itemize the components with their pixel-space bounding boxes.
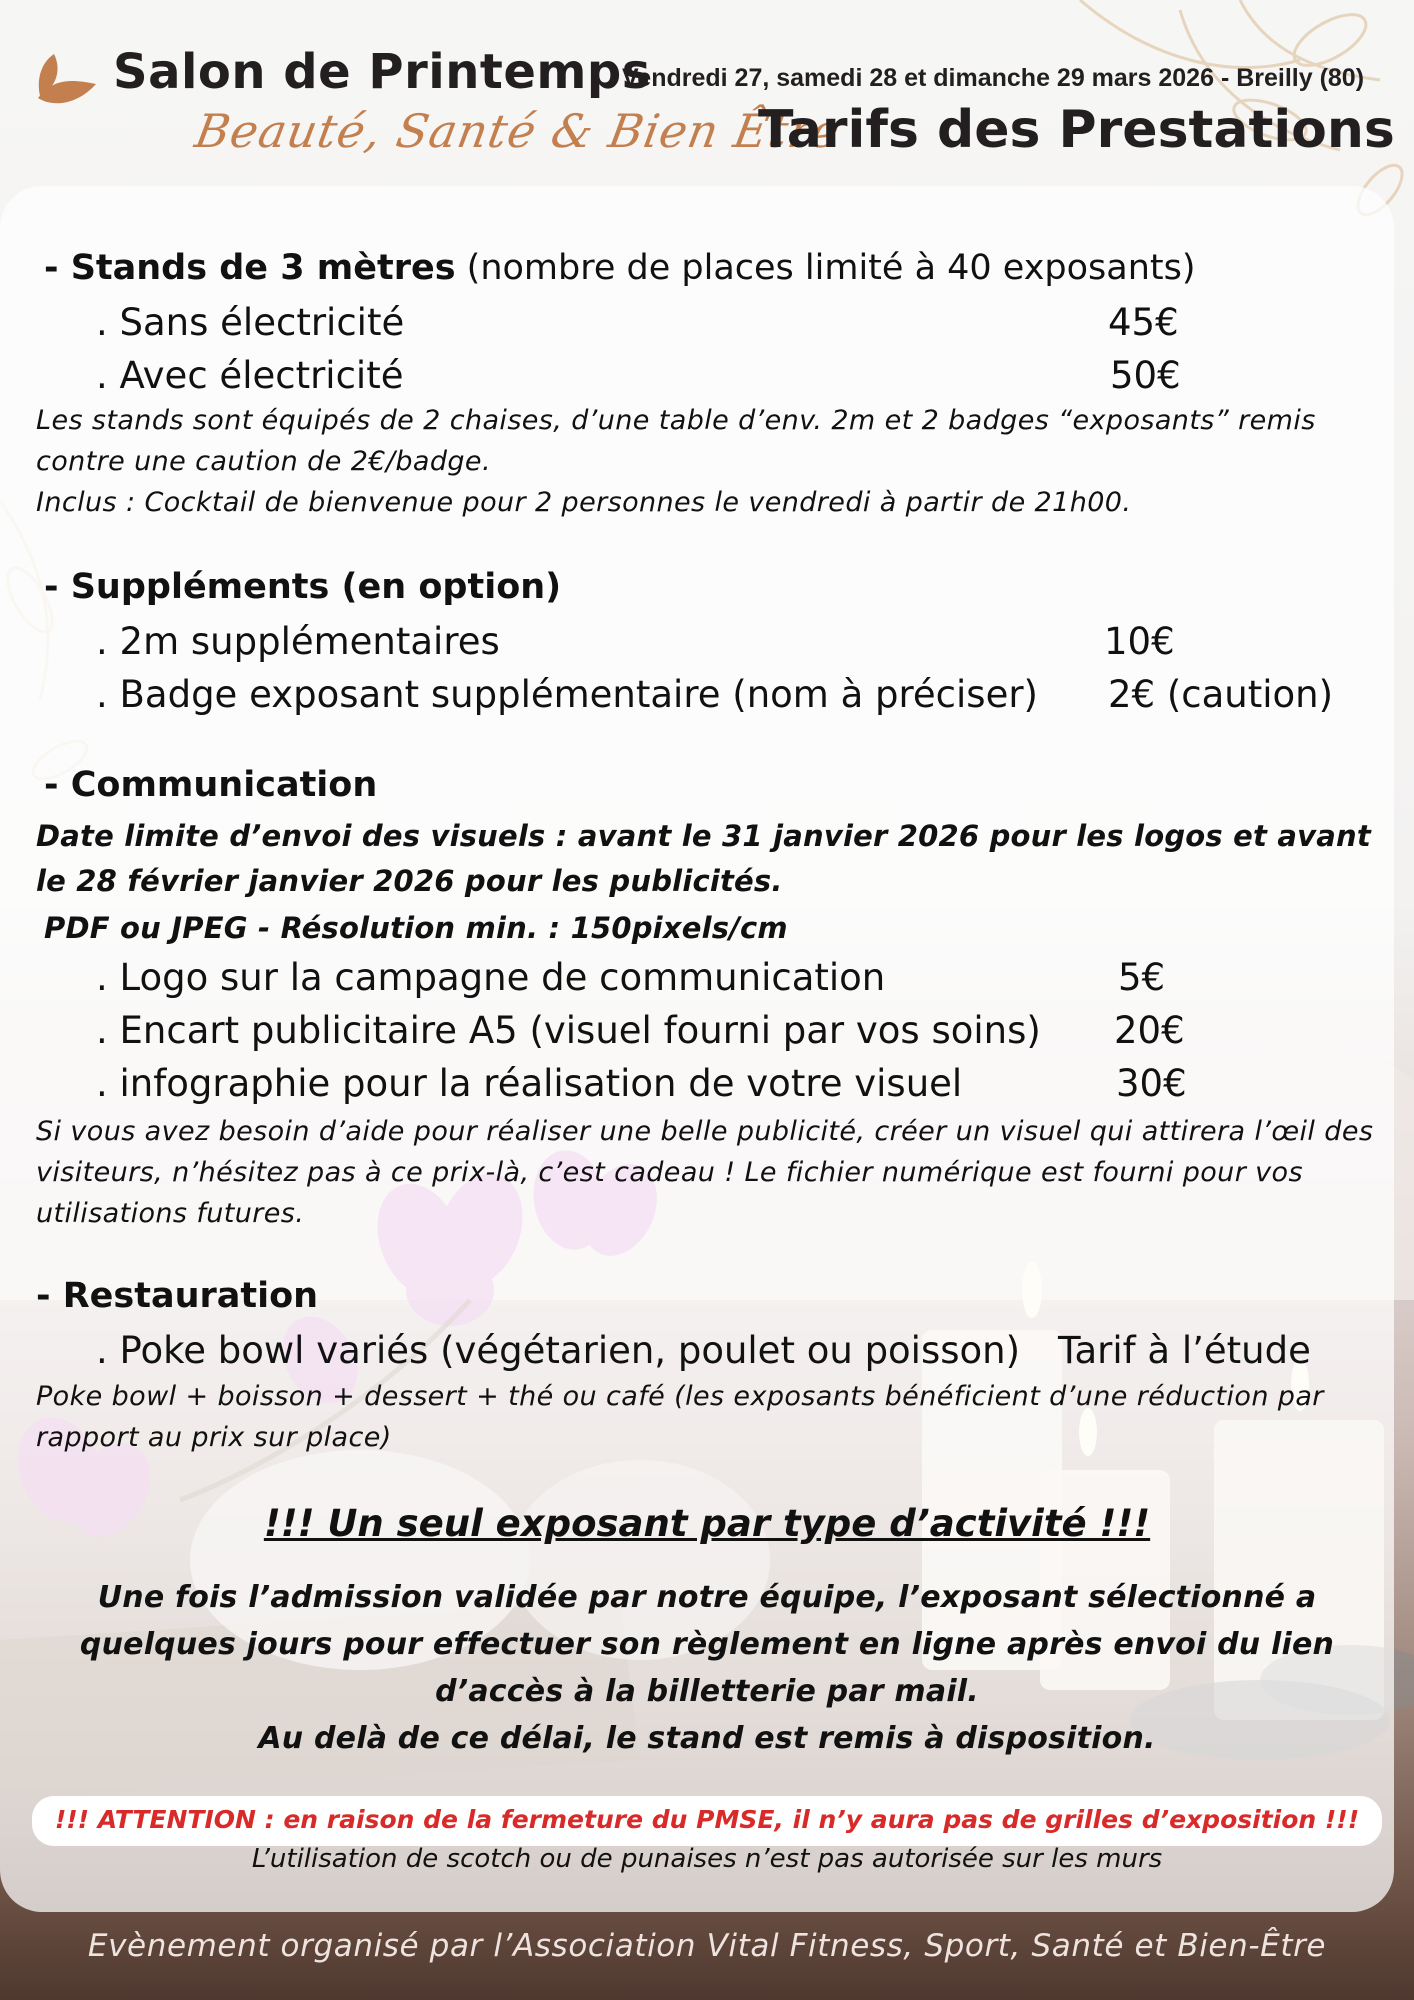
supplement-item-label: . Badge exposant supplémentaire (nom à préciser)	[96, 673, 1038, 716]
one-exhibitor-rule: !!! Un seul exposant par type d’activité !!!	[263, 1502, 1151, 1545]
admission-rule-line: d’accès à la billetterie par mail.	[435, 1674, 979, 1709]
stands-equipment-note: Les stands sont équipés de 2 chaises, d’une table d’env. 2m et 2 badges “exposants” remis contre une caution de 2€/badge.	[36, 405, 1316, 477]
stand-item-price: 45€	[1108, 301, 1179, 344]
admission-rule-line: Au delà de ce délai, le stand est remis à disposition.	[258, 1721, 1156, 1756]
communication-item-label: . infographie pour la réalisation de votre visuel	[96, 1062, 963, 1105]
restauration-item-label: . Poke bowl variés (végétarien, poulet ou poisson)	[96, 1329, 1021, 1372]
supplement-item-price: 10€	[1104, 620, 1175, 663]
brand-title: Salon de Printemps	[113, 44, 651, 100]
admission-rule-line: quelques jours pour effectuer son règlement en ligne après envoi du lien	[79, 1627, 1335, 1662]
section-stands-title: - Stands de 3 mètres (nombre de places limité à 40 exposants)	[44, 248, 1196, 288]
stand-item-label: . Avec électricité	[96, 354, 404, 397]
stands-included-note: Inclus : Cocktail de bienvenue pour 2 personnes le vendredi à partir de 21h00.	[36, 487, 1132, 518]
communication-help-note: Si vous avez besoin d’aide pour réaliser une belle publicité, créer un visuel qui attirera l’œil des visiteurs, n’hésitez pas à ce prix-là, c’est cadeau ! Le fichier numérique est fourni pour vos utilisations futures.	[36, 1116, 1374, 1229]
restauration-note: Poke bowl + boisson + dessert + thé ou café (les exposants bénéficient d’une réduction par rapport au prix sur place)	[36, 1381, 1324, 1453]
attention-note: L’utilisation de scotch ou de punaises n’est pas autorisée sur les murs	[251, 1844, 1163, 1874]
leaf-logo-icon	[34, 50, 100, 106]
communication-item-label: . Encart publicitaire A5 (visuel fourni par vos soins)	[96, 1009, 1041, 1052]
event-date: Vendredi 27, samedi 28 et dimanche 29 mars 2026 - Breilly (80)	[622, 64, 1365, 92]
organizer-footer: Evènement organisé par l’Association Vital Fitness, Sport, Santé et Bien-Être	[87, 1928, 1327, 1964]
page-title: Tarifs des Prestations	[758, 100, 1395, 160]
communication-item-price: 30€	[1116, 1062, 1187, 1105]
communication-item-price: 5€	[1118, 956, 1166, 999]
admission-rule-line: Une fois l’admission validée par notre équipe, l’exposant sélectionné a	[97, 1580, 1317, 1615]
supplement-item-price: 2€ (caution)	[1108, 673, 1334, 716]
stand-item-label: . Sans électricité	[96, 301, 405, 344]
visuals-deadline: Date limite d’envoi des visuels : avant le 31 janvier 2026 pour les logos et avant le 28 février janvier 2026 pour les publicités.	[36, 819, 1371, 898]
stand-item-price: 50€	[1110, 354, 1181, 397]
restauration-item-price: Tarif à l’étude	[1058, 1329, 1311, 1372]
section-restauration-title: - Restauration	[36, 1276, 319, 1316]
visuals-format: PDF ou JPEG - Résolution min. : 150pixels/cm	[44, 911, 788, 945]
admission-rules	[40, 1574, 1374, 1762]
section-communication-title: - Communication	[44, 765, 378, 805]
attention-text: !!! ATTENTION : en raison de la fermeture du PMSE, il n’y aura pas de grilles d’exposition !!!	[54, 1805, 1360, 1834]
supplement-item-label: . 2m supplémentaires	[96, 620, 500, 663]
brand-subtitle: Beauté, Santé & Bien Être	[191, 104, 845, 158]
communication-item-label: . Logo sur la campagne de communication	[96, 956, 886, 999]
communication-item-price: 20€	[1114, 1009, 1185, 1052]
section-supplements-title: - Suppléments (en option)	[44, 567, 562, 607]
